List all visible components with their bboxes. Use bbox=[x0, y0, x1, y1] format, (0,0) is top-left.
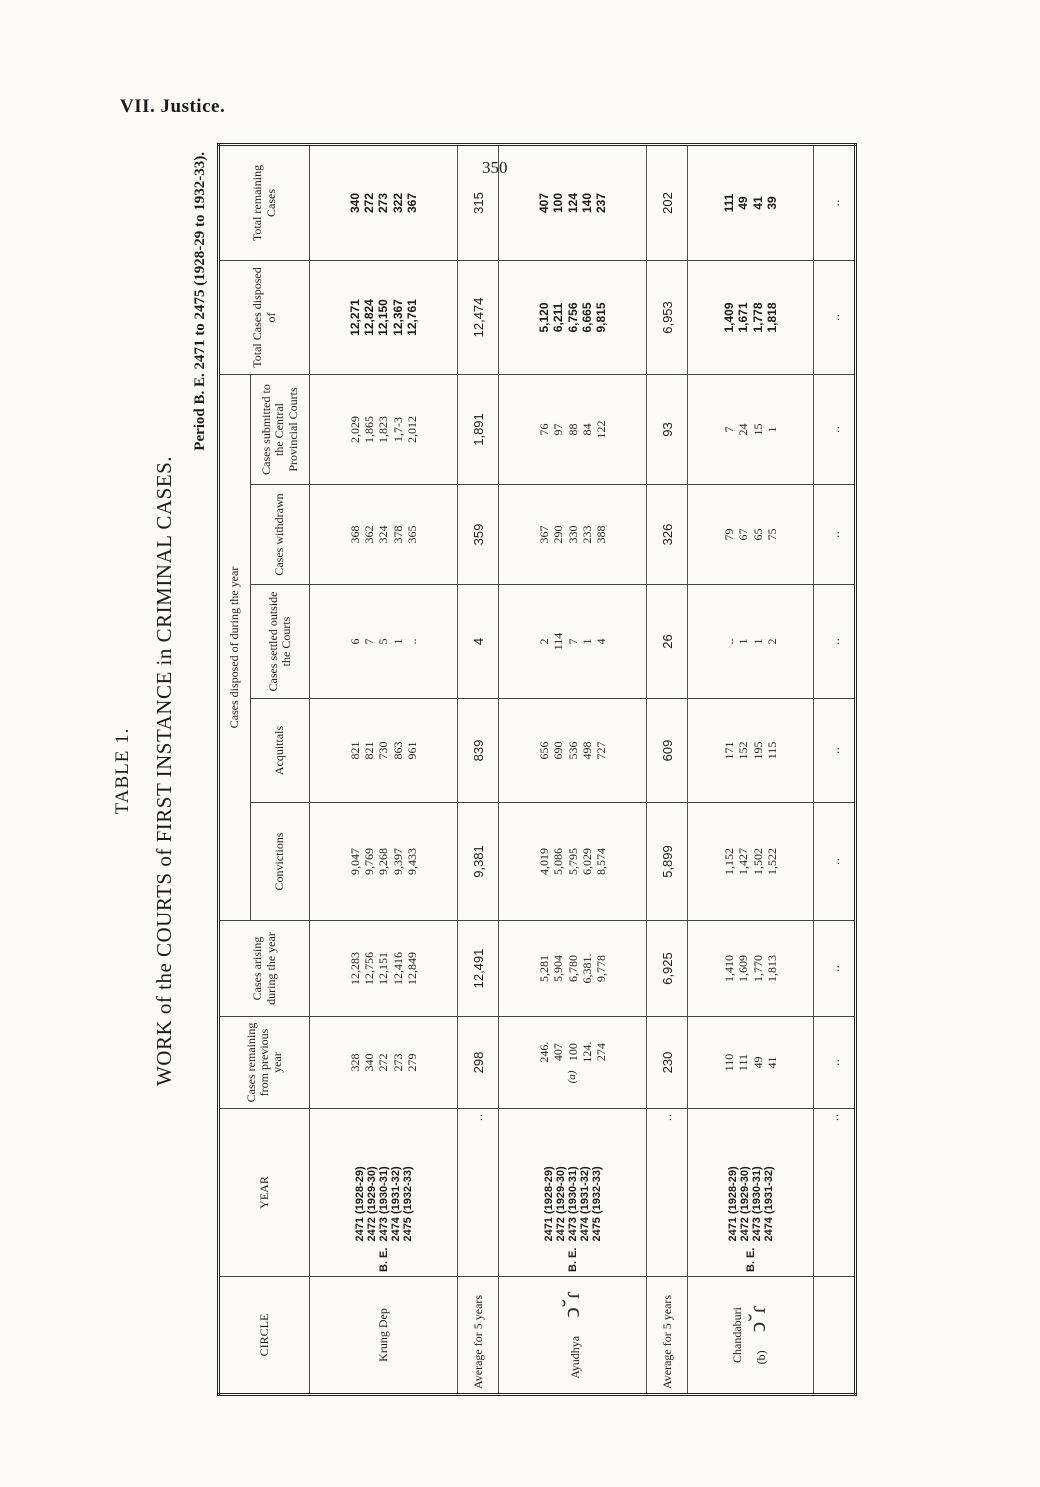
header-settled: Cases settled outside the Courts bbox=[251, 585, 310, 699]
cell-value: 279 bbox=[404, 1053, 419, 1072]
cell-total-disposed bbox=[499, 260, 647, 374]
year-cell bbox=[310, 1109, 458, 1277]
cell-value: 365 bbox=[404, 525, 419, 544]
header-convictions: Convictions bbox=[251, 803, 310, 921]
cell-value: 12,761 bbox=[404, 299, 419, 336]
cell-value: 9,433 bbox=[404, 848, 419, 875]
cell-value: .. bbox=[404, 638, 419, 645]
cell-value: 5 bbox=[376, 638, 391, 645]
cell-value: 12,367 bbox=[390, 299, 405, 336]
year-entry: 2471 (1928-29) bbox=[726, 1166, 739, 1242]
cell-value: 536 bbox=[565, 741, 580, 760]
cell-value: 1,818 bbox=[764, 302, 779, 333]
cell-submitted bbox=[688, 374, 814, 484]
average-convictions: 5,899 bbox=[647, 803, 688, 921]
cell-remaining-from-prev bbox=[499, 1017, 647, 1109]
cell-value: 273 bbox=[390, 1053, 405, 1072]
average-total-remaining: 315 bbox=[458, 144, 499, 260]
era-prefix: B. E. bbox=[377, 1247, 390, 1272]
cell-value: 340 bbox=[362, 1053, 377, 1072]
cell-value: 115 bbox=[764, 741, 779, 760]
average-withdrawn: 359 bbox=[458, 485, 499, 585]
cell-value: 41 bbox=[750, 196, 765, 210]
rotated-table-container bbox=[112, 146, 912, 1396]
cell-acquittals bbox=[688, 699, 814, 803]
cell-value: 41 bbox=[764, 1056, 779, 1069]
year-cell bbox=[499, 1109, 647, 1277]
cell-value: 2,012 bbox=[404, 416, 419, 443]
cell-acquittals bbox=[499, 699, 647, 803]
average-acquittals: 609 bbox=[647, 699, 688, 803]
cell-value: 15 bbox=[750, 423, 765, 436]
cell-value: 367 bbox=[404, 192, 419, 213]
year-entry: 2471 (1928-29) bbox=[353, 1166, 366, 1242]
cell-value: 1,152 bbox=[722, 848, 737, 875]
cell-value: 362 bbox=[362, 525, 377, 544]
cell-value: 233 bbox=[579, 525, 594, 544]
table-row bbox=[688, 144, 814, 1394]
cell-value: 6,665 bbox=[579, 302, 594, 333]
cell-total-disposed bbox=[310, 260, 458, 374]
cell-value: 124 bbox=[565, 192, 580, 213]
cell-withdrawn bbox=[499, 485, 647, 585]
cell-value: 97 bbox=[551, 423, 566, 436]
cell-value: 9,778 bbox=[593, 955, 608, 982]
circle-name: Chandaburi (b) bbox=[729, 1307, 768, 1365]
average-acquittals: 839 bbox=[458, 699, 499, 803]
average-label bbox=[814, 1277, 856, 1395]
cell-value: 124. bbox=[579, 1041, 594, 1063]
cell-value: 246. bbox=[537, 1041, 552, 1063]
handwritten-mark: ↄ˘ɾ bbox=[559, 1291, 586, 1318]
cell-value: 88 bbox=[565, 423, 580, 436]
cell-value: 7 bbox=[362, 638, 377, 645]
cell-value: 12,824 bbox=[362, 299, 377, 336]
cell-value: 1 bbox=[750, 638, 765, 645]
cell-value: 12,150 bbox=[376, 299, 391, 336]
year-entry: 2473 (1930-31) bbox=[377, 1166, 390, 1242]
cell-value: 6,029 bbox=[579, 848, 594, 875]
year-entry: 2472 (1929-30) bbox=[365, 1166, 378, 1242]
cell-remaining-from-prev bbox=[688, 1017, 814, 1109]
cell-value: 12,849 bbox=[404, 952, 419, 985]
cell-value: 171 bbox=[722, 741, 737, 760]
cell-value: 140 bbox=[579, 192, 594, 213]
average-remaining-from-prev: 230 bbox=[647, 1017, 688, 1109]
header-remaining-prev: Cases remaining from previous year bbox=[219, 1017, 310, 1109]
cell-value: 5,904 bbox=[551, 955, 566, 982]
cell-value: 367 bbox=[537, 525, 552, 544]
cell-value: 1,813 bbox=[764, 955, 779, 982]
cell-value: 9,268 bbox=[376, 848, 391, 875]
cell-value: 821 bbox=[362, 741, 377, 760]
cell-value: 961 bbox=[404, 741, 419, 760]
year-entry: 2472 (1929-30) bbox=[738, 1166, 751, 1242]
cell-remaining-from-prev bbox=[310, 1017, 458, 1109]
cell-value: 100 bbox=[551, 192, 566, 213]
footnote-mark: (a) bbox=[566, 1070, 579, 1084]
cell-value: 727 bbox=[593, 741, 608, 760]
year-entry: 2474 (1931-32) bbox=[389, 1166, 402, 1242]
cell-value: 111 bbox=[722, 193, 737, 213]
cell-value: 498 bbox=[579, 741, 594, 760]
table-row bbox=[499, 144, 647, 1394]
cell-value: 290 bbox=[551, 525, 566, 544]
cell-value: 12,151 bbox=[376, 952, 391, 985]
cell-value: 2,029 bbox=[348, 416, 363, 443]
cell-value: 656 bbox=[537, 741, 552, 760]
cell-value: 340 bbox=[348, 192, 363, 213]
cell-withdrawn bbox=[688, 485, 814, 585]
average-label: Average for 5 years bbox=[647, 1277, 688, 1395]
cell-value: 12,416 bbox=[390, 952, 405, 985]
cell-value: 111 bbox=[736, 1053, 751, 1072]
section-heading: VII. Justice. bbox=[120, 96, 226, 117]
cell-value: 388 bbox=[593, 525, 608, 544]
average-arising: 12,491 bbox=[458, 921, 499, 1017]
average-withdrawn: 326 bbox=[647, 485, 688, 585]
year-entry: 2475 (1932-33) bbox=[401, 1166, 414, 1242]
cell-value: 378 bbox=[390, 525, 405, 544]
cell-settled bbox=[688, 585, 814, 699]
average-row bbox=[647, 144, 688, 1394]
cell-value: 2 bbox=[764, 638, 779, 645]
cell-value: 272 bbox=[376, 1053, 391, 1072]
cell-value: 4 bbox=[593, 638, 608, 645]
cell-value: 368 bbox=[348, 525, 363, 544]
average-settled: 4 bbox=[458, 585, 499, 699]
average-settled: .. bbox=[814, 585, 856, 699]
average-total-disposed: 12,474 bbox=[458, 260, 499, 374]
cell-total-disposed bbox=[688, 260, 814, 374]
cell-value: 9,769 bbox=[362, 848, 377, 875]
year-entry: 2475 (1932-33) bbox=[590, 1166, 603, 1242]
cell-value: 9,815 bbox=[593, 302, 608, 333]
cell-value: 84 bbox=[579, 423, 594, 436]
circle-cell bbox=[310, 1277, 458, 1395]
cell-value: 6,381. bbox=[579, 953, 594, 984]
era-prefix: B. E. bbox=[566, 1247, 579, 1272]
header-withdrawn: Cases withdrawn bbox=[251, 485, 310, 585]
cell-submitted bbox=[499, 374, 647, 484]
cell-value: 12,283 bbox=[348, 952, 363, 985]
year-cell bbox=[688, 1109, 814, 1277]
cell-settled bbox=[310, 585, 458, 699]
cell-value: 67 bbox=[736, 528, 751, 541]
header-acquittals: Acquittals bbox=[251, 699, 310, 803]
header-total-disposed: Total Cases disposed of bbox=[219, 260, 310, 374]
cell-value: 6 bbox=[348, 638, 363, 645]
criminal-cases-table bbox=[217, 143, 857, 1396]
year-entry: 2471 (1928-29) bbox=[542, 1166, 555, 1242]
cell-value: 821 bbox=[348, 741, 363, 760]
cell-value: 1,609 bbox=[736, 955, 751, 982]
average-remaining-from-prev: 298 bbox=[458, 1017, 499, 1109]
cell-value: 4,019 bbox=[537, 848, 552, 875]
cell-value: 324 bbox=[376, 525, 391, 544]
average-remaining-from-prev: .. bbox=[814, 1017, 856, 1109]
circle-name: Ayudhya bbox=[568, 1335, 583, 1379]
cell-value: 65 bbox=[750, 528, 765, 541]
cell-value: 12,271 bbox=[348, 299, 363, 336]
circle-group bbox=[499, 144, 688, 1394]
cell-value: 328 bbox=[348, 1053, 363, 1072]
year-entry: 2474 (1931-32) bbox=[762, 1166, 775, 1242]
table-period: Period B. E. 2471 to 2475 (1928-29 to 1932-33). bbox=[192, 152, 208, 451]
cell-value: 730 bbox=[376, 741, 391, 760]
cell-value: 863 bbox=[390, 741, 405, 760]
average-convictions: 9,381 bbox=[458, 803, 499, 921]
year-entry: 2472 (1929-30) bbox=[554, 1166, 567, 1242]
cell-value: 7 bbox=[722, 426, 737, 433]
cell-arising bbox=[310, 921, 458, 1017]
cell-value: 5,086 bbox=[551, 848, 566, 875]
year-entry: 2473 (1930-31) bbox=[566, 1166, 579, 1242]
cell-value: 237 bbox=[593, 192, 608, 213]
header-total-remaining: Total remaining Cases bbox=[219, 144, 310, 260]
year-entry: 2474 (1931-32) bbox=[578, 1166, 591, 1242]
cell-value: 9,047 bbox=[348, 848, 363, 875]
cell-value: 273 bbox=[376, 192, 391, 213]
cell-value: 1 bbox=[764, 426, 779, 433]
cell-value: 1,823 bbox=[376, 416, 391, 443]
cell-value: 49 bbox=[736, 196, 751, 210]
average-label: Average for 5 years bbox=[458, 1277, 499, 1395]
handwritten-mark: ↄ˘ɾ bbox=[744, 1305, 771, 1333]
cell-value: 1,409 bbox=[722, 302, 737, 333]
average-convictions: .. bbox=[814, 803, 856, 921]
cell-value: 39 bbox=[764, 196, 779, 210]
cell-arising bbox=[499, 921, 647, 1017]
cell-value: 6,211 bbox=[551, 302, 566, 333]
cell-value: 195 bbox=[750, 741, 765, 760]
average-total-remaining: .. bbox=[814, 144, 856, 260]
cell-value: 407 bbox=[537, 192, 552, 213]
cell-value: 79 bbox=[722, 528, 737, 541]
cell-value: 1,671 bbox=[736, 302, 751, 333]
cell-value: 6,756 bbox=[565, 302, 580, 333]
cell-value: 49 bbox=[750, 1056, 765, 1069]
table-row bbox=[310, 144, 458, 1394]
cell-withdrawn bbox=[310, 485, 458, 585]
era-prefix: B. E. bbox=[744, 1247, 757, 1272]
average-submitted: .. bbox=[814, 374, 856, 484]
cell-convictions bbox=[499, 803, 647, 921]
average-year-dots: .. bbox=[458, 1109, 499, 1277]
circle-group bbox=[688, 144, 856, 1394]
cell-total-remaining bbox=[499, 144, 647, 260]
cell-value: 272 bbox=[362, 192, 377, 213]
cell-value: 75 bbox=[764, 528, 779, 541]
cell-value: 1,410 bbox=[722, 955, 737, 982]
cell-value: 24 bbox=[736, 423, 751, 436]
average-row bbox=[458, 144, 499, 1394]
cell-value: 5,120 bbox=[537, 302, 552, 333]
cell-value: .. bbox=[722, 638, 737, 645]
average-submitted: 93 bbox=[647, 374, 688, 484]
cell-value: 8,574 bbox=[593, 848, 608, 875]
average-total-disposed: 6,953 bbox=[647, 260, 688, 374]
circle-group bbox=[310, 144, 499, 1394]
cell-value: 1 bbox=[579, 638, 594, 645]
average-total-disposed: .. bbox=[814, 260, 856, 374]
cell-acquittals bbox=[310, 699, 458, 803]
cell-total-remaining bbox=[310, 144, 458, 260]
cell-value: 152 bbox=[736, 741, 751, 760]
average-total-remaining: 202 bbox=[647, 144, 688, 260]
circle-name: Krung Dep bbox=[376, 1308, 391, 1362]
average-withdrawn: .. bbox=[814, 485, 856, 585]
cell-value: 1,522 bbox=[764, 848, 779, 875]
cell-value: 122 bbox=[593, 420, 608, 439]
cell-arising bbox=[688, 921, 814, 1017]
cell-convictions bbox=[310, 803, 458, 921]
average-submitted: 1,891 bbox=[458, 374, 499, 484]
cell-settled bbox=[499, 585, 647, 699]
cell-value: 1,865 bbox=[362, 416, 377, 443]
cell-value: 690 bbox=[551, 741, 566, 760]
cell-value: 2 bbox=[537, 638, 552, 645]
cell-convictions bbox=[688, 803, 814, 921]
cell-value: 110 bbox=[722, 1053, 737, 1072]
cell-value: 5,281 bbox=[537, 955, 552, 982]
year-entry: 2473 (1930-31) bbox=[750, 1166, 763, 1242]
cell-total-remaining bbox=[688, 144, 814, 260]
average-row bbox=[814, 144, 856, 1394]
average-acquittals: .. bbox=[814, 699, 856, 803]
header-submitted: Cases submitted to the Central Provincial Courts bbox=[251, 374, 310, 484]
average-arising: 6,925 bbox=[647, 921, 688, 1017]
table-title: WORK of the COURTS of FIRST INSTANCE in CRIMINAL CASES. bbox=[152, 455, 176, 1087]
cell-value: 1 bbox=[390, 638, 405, 645]
average-arising: .. bbox=[814, 921, 856, 1017]
cell-value: 1,502 bbox=[750, 848, 765, 875]
average-year-dots: .. bbox=[647, 1109, 688, 1277]
page-number: 350 bbox=[482, 158, 508, 177]
cell-value: 7 bbox=[565, 638, 580, 645]
cell-value: 5,795 bbox=[565, 848, 580, 875]
table-label: TABLE 1. bbox=[112, 727, 133, 815]
header-arising: Cases arising during the year bbox=[219, 921, 310, 1017]
cell-value: 322 bbox=[390, 192, 405, 213]
cell-value: 9,397 bbox=[390, 848, 405, 875]
cell-value: 6,780 bbox=[565, 955, 580, 982]
cell-submitted bbox=[310, 374, 458, 484]
cell-value: 114 bbox=[551, 632, 566, 651]
cell-value: 1 bbox=[736, 638, 751, 645]
cell-value: 100 bbox=[565, 1043, 580, 1062]
header-disposed-group: Cases disposed of during the year bbox=[219, 374, 251, 920]
cell-value: 407 bbox=[551, 1043, 566, 1062]
cell-value: 1,7-3 bbox=[390, 417, 405, 442]
average-settled: 26 bbox=[647, 585, 688, 699]
circle-cell bbox=[688, 1277, 814, 1395]
cell-value: 1,427 bbox=[736, 848, 751, 875]
average-year-dots: .. bbox=[814, 1109, 856, 1277]
cell-value: 1,778 bbox=[750, 302, 765, 333]
circle-cell bbox=[499, 1277, 647, 1395]
header-year: YEAR bbox=[219, 1109, 310, 1277]
cell-value: 1,770 bbox=[750, 955, 765, 982]
cell-value: 330 bbox=[565, 525, 580, 544]
cell-value: 76 bbox=[537, 423, 552, 436]
cell-value: 12,756 bbox=[362, 952, 377, 985]
cell-value: 274 bbox=[593, 1043, 608, 1062]
header-circle: CIRCLE bbox=[219, 1277, 310, 1395]
